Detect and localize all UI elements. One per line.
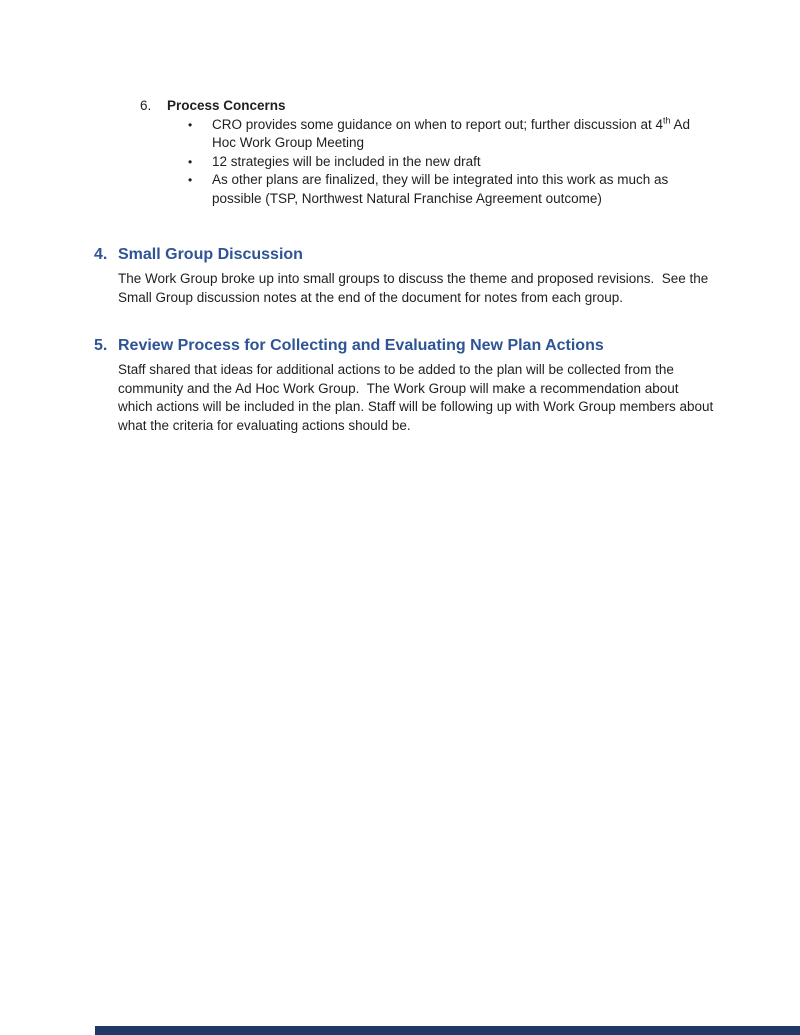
section-5-title: Review Process for Collecting and Evaluating New Plan Actions [118, 337, 604, 354]
section-review-process [94, 335, 800, 435]
numbered-item-6 [140, 97, 800, 208]
page-content [0, 0, 800, 435]
bullet-icon: • [188, 117, 193, 132]
list-item [188, 116, 800, 153]
bullet-icon: • [188, 154, 193, 169]
section-4-number: 4. [94, 246, 108, 263]
bullet-text: 12 strategies will be included in the new draft [212, 153, 481, 169]
bullet-text-post: Ad Hoc Work Group Meeting [212, 116, 694, 150]
section-4-title: Small Group Discussion [118, 246, 303, 263]
list-item [188, 171, 800, 208]
bullet-text: As other plans are finalized, they will be integrated into this work as much as possible (TSP, Northwest Natural Franchise Agreement outcome) [212, 172, 672, 206]
section-5-heading [94, 335, 800, 356]
list-item [188, 153, 800, 172]
superscript-ordinal: th [663, 115, 671, 125]
section-4-body: The Work Group broke up into small groups to discuss the theme and proposed revisions. See the Small Group discussion notes at the end of the document for notes from each group. [118, 271, 713, 305]
footer-rule-bar [95, 1026, 800, 1035]
item-6-bullet-list [188, 116, 800, 209]
item-6-title: Process Concerns [167, 98, 286, 113]
section-5-body: Staff shared that ideas for additional actions to be added to the plan will be collected from the community and the Ad Hoc Work Group. The Work Group will make a recommendation about which actions will be included in the plan. Staff will be following up with Work Group members about what the criteria for evaluating actions should be. [118, 362, 718, 433]
section-small-group-discussion [94, 244, 800, 307]
section-5-number: 5. [94, 337, 108, 354]
section-4-heading [94, 244, 800, 265]
bullet-text [212, 116, 714, 153]
bullet-text-pre: CRO provides some guidance on when to report out; further discussion at 4 [212, 116, 663, 132]
item-6-heading [140, 97, 800, 116]
bullet-icon: • [188, 173, 193, 187]
item-6-number: 6. [140, 98, 152, 113]
